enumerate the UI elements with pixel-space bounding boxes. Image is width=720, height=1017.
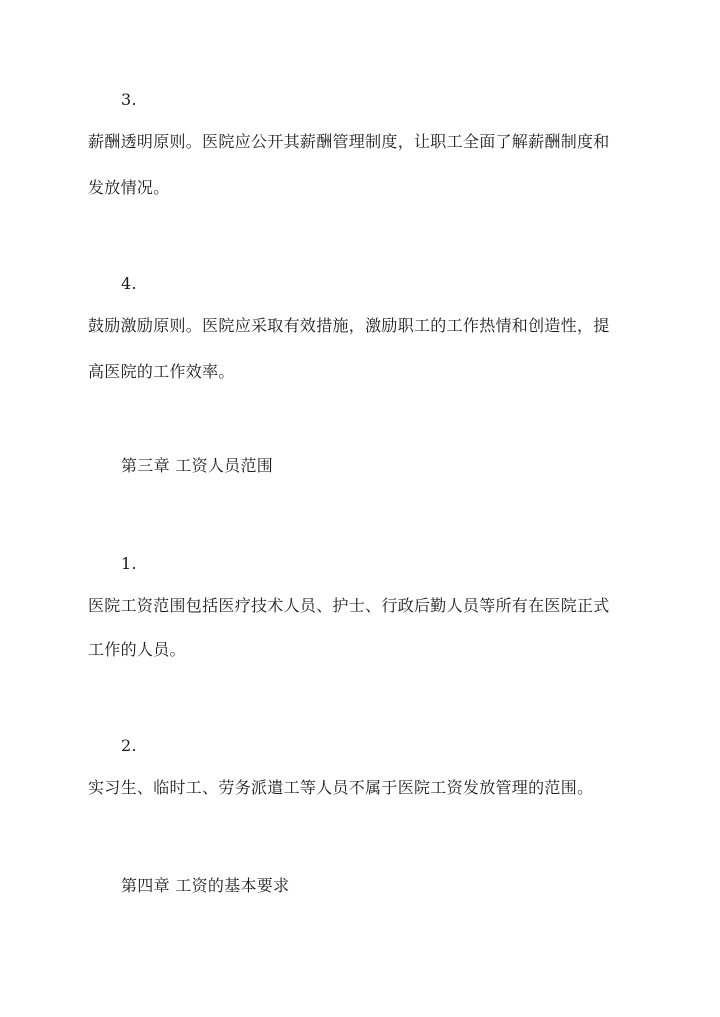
chapter-3-heading: 第三章 工资人员范围 [121,456,274,475]
item-4-text-line-1: 鼓励激励原则。医院应采取有效措施，激励职工的工作热情和创造性，提 [88,316,610,335]
chapter-3-item-2-text-line-1: 实习生、临时工、劳务派遣工等人员不属于医院工资发放管理的范围。 [88,778,594,797]
item-4-text-line-2: 高医院的工作效率。 [88,362,235,381]
item-4-number: 4. [121,274,137,293]
chapter-3-item-1-number: 1. [121,554,137,573]
chapter-3-item-1-text-line-2: 工作的人员。 [88,640,186,659]
chapter-3-item-1-text-line-1: 医院工资范围包括医疗技术人员、护士、行政后勤人员等所有在医院正式 [88,596,610,615]
chapter-4-heading: 第四章 工资的基本要求 [121,876,290,895]
item-3-text-line-2: 发放情况。 [88,178,170,197]
item-3-text-line-1: 薪酬透明原则。医院应公开其薪酬管理制度，让职工全面了解薪酬制度和 [88,132,610,151]
chapter-3-item-2-number: 2. [121,736,137,755]
item-3-number: 3. [121,90,137,109]
